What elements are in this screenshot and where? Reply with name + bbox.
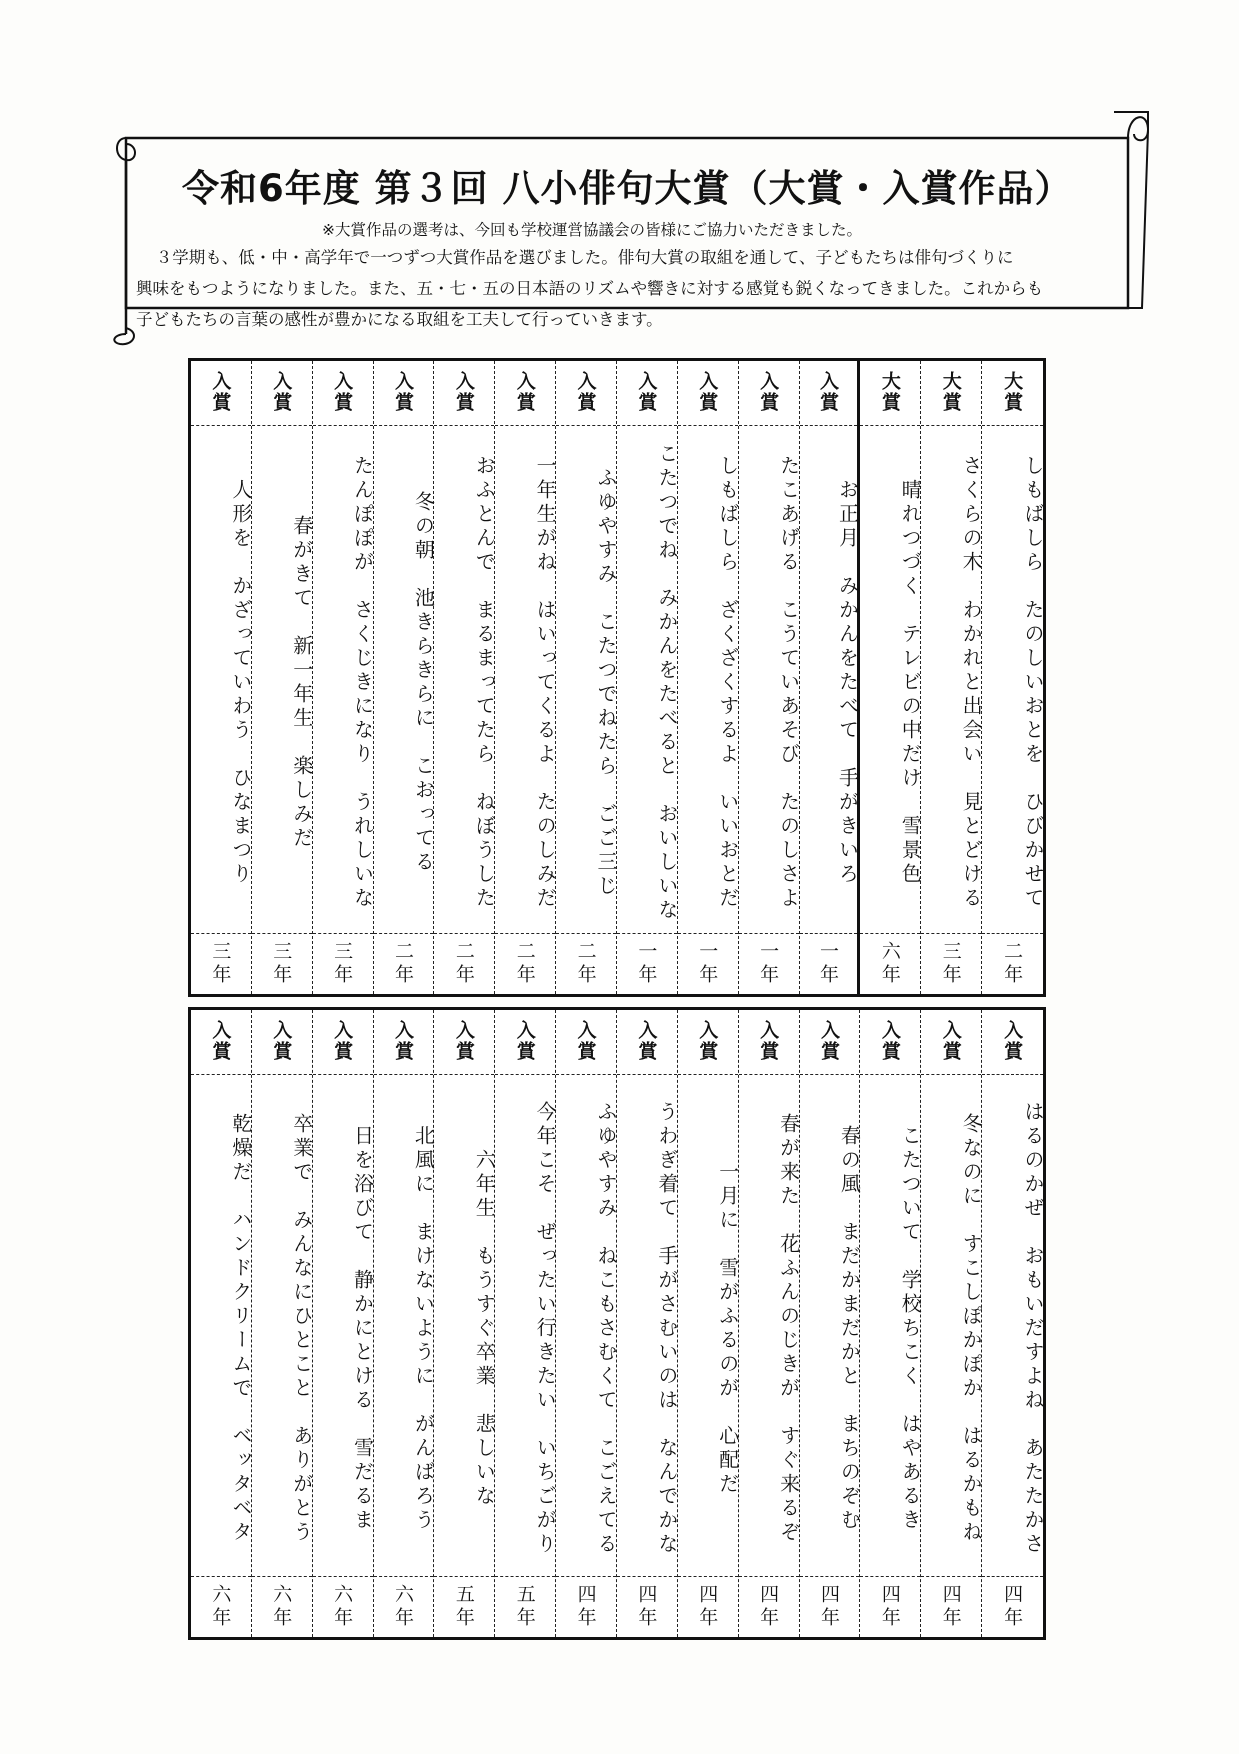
grade-label: 四年 <box>556 1576 616 1637</box>
haiku-entry <box>921 1010 982 1637</box>
haiku-entry <box>617 1010 678 1637</box>
haiku-entry <box>678 1010 739 1637</box>
haiku-text: ふゆやすみ ねこもさむくて こごえてる <box>556 1074 616 1576</box>
haiku-entry <box>252 361 313 994</box>
haiku-text: 冬なのに すこしぽかぽか はるかもね <box>921 1074 981 1576</box>
grade-label: 一年 <box>617 933 677 994</box>
page-title: 令和6年度 第３回 八小俳句大賞（大賞・入賞作品） <box>182 167 1073 210</box>
award-label: 大賞 <box>1001 371 1024 413</box>
haiku-entry <box>495 361 556 994</box>
haiku-text: しもばしら ざくざくするよ いいおとだ <box>678 425 738 933</box>
haiku-text: 日を浴びて 静かにとける 雪だるま <box>313 1074 373 1576</box>
haiku-text: さくらの木 わかれと出会い 見とどける <box>921 425 981 933</box>
grade-label: 四年 <box>739 1576 799 1637</box>
award-label: 大賞 <box>878 371 901 413</box>
haiku-text: お正月 みかんをたべて 手がきいろ <box>800 425 858 933</box>
haiku-text: 人形を かざっていわう ひなまつり <box>191 425 251 933</box>
haiku-entry <box>313 361 374 994</box>
grade-label: 三年 <box>921 933 981 994</box>
award-label: 入賞 <box>1001 1020 1024 1062</box>
grade-label: 六年 <box>191 1576 251 1637</box>
haiku-text: 春の風 まだかまだかと まちのぞむ <box>800 1074 860 1576</box>
grade-label: 二年 <box>434 933 494 994</box>
award-label: 入賞 <box>270 371 293 413</box>
award-label: 入賞 <box>757 371 780 413</box>
grade-label: 四年 <box>982 1576 1043 1637</box>
grade-label: 一年 <box>678 933 738 994</box>
grade-label: 五年 <box>495 1576 555 1637</box>
grade-label: 三年 <box>252 933 312 994</box>
haiku-table-lower <box>188 1007 1046 1640</box>
award-label: 入賞 <box>452 371 475 413</box>
haiku-text: ふゆやすみ こたつでねたら ごご三じ <box>556 425 616 933</box>
grade-label: 二年 <box>982 933 1043 994</box>
award-label: 入賞 <box>817 371 839 413</box>
haiku-entry <box>374 1010 435 1637</box>
haiku-text: 冬の朝 池きらきらに こおってる <box>374 425 434 933</box>
haiku-entry <box>495 1010 556 1637</box>
award-label: 大賞 <box>939 371 962 413</box>
award-label: 入賞 <box>391 371 414 413</box>
haiku-text: うわぎ着て 手がさむいのは なんでかな <box>617 1074 677 1576</box>
intro-text <box>136 242 1146 335</box>
haiku-text: 北風に まけないように がんばろう <box>374 1074 434 1576</box>
haiku-text: 今年こそ ぜったい行きたい いちごがり <box>495 1074 555 1576</box>
grade-label: 二年 <box>556 933 616 994</box>
haiku-text: 春がきて 新一年生 楽しみだ <box>252 425 312 933</box>
grade-label: 四年 <box>800 1576 860 1637</box>
haiku-entry <box>860 1010 921 1637</box>
haiku-text: 春が来た 花ふんのじきが すぐ来るぞ <box>739 1074 799 1576</box>
haiku-text: こたつでね みかんをたべると おいしいな <box>617 425 677 933</box>
haiku-text: こたついて 学校ちこく はやあるき <box>860 1074 920 1576</box>
grade-label: 一年 <box>800 933 858 994</box>
award-label: 入賞 <box>696 371 719 413</box>
award-label: 入賞 <box>574 1020 597 1062</box>
award-label: 入賞 <box>757 1020 780 1062</box>
haiku-entry <box>860 361 921 994</box>
grade-label: 三年 <box>313 933 373 994</box>
haiku-text: 晴れつづく テレビの中だけ 雪景色 <box>860 425 920 933</box>
haiku-entry <box>617 361 678 994</box>
haiku-entry <box>556 361 617 994</box>
intro-line: 興味をもつようになりました。また、五・七・五の日本語のリズムや響きに対する感覚も鋭くなってきました。これからも <box>136 279 1044 298</box>
haiku-entry <box>191 1010 252 1637</box>
award-label: 入賞 <box>939 1020 962 1062</box>
haiku-entry <box>921 361 982 994</box>
haiku-text: 六年生 もうすぐ卒業 悲しいな <box>434 1074 494 1576</box>
award-label: 入賞 <box>635 1020 658 1062</box>
haiku-text: 一年生がね はいってくるよ たのしみだ <box>495 425 555 933</box>
grade-label: 六年 <box>860 933 920 994</box>
grade-label: 六年 <box>313 1576 373 1637</box>
award-label: 入賞 <box>209 1020 232 1062</box>
intro-line: 子どもたちの言葉の感性が豊かになる取組を工夫して行っていきます。 <box>136 310 663 329</box>
haiku-entry <box>556 1010 617 1637</box>
haiku-entry <box>434 361 495 994</box>
haiku-text: 卒業で みんなにひとこと ありがとう <box>252 1074 312 1576</box>
grade-label: 二年 <box>495 933 555 994</box>
selection-note: ※大賞作品の選考は、今回も学校運営協議会の皆様にご協力いただきました。 <box>322 221 862 239</box>
haiku-text: 乾燥だ ハンドクリームで ベッタベタ <box>191 1074 251 1576</box>
haiku-text: たんぽぽが さくじきになり うれしいな <box>313 425 373 933</box>
haiku-entry <box>374 361 435 994</box>
award-label: 入賞 <box>878 1020 901 1062</box>
haiku-text: はるのかぜ おもいだすよね あたたかさ <box>982 1074 1043 1576</box>
haiku-entry <box>982 1010 1043 1637</box>
award-label: 入賞 <box>270 1020 293 1062</box>
grade-label: 六年 <box>252 1576 312 1637</box>
haiku-entry <box>800 361 861 994</box>
grade-label: 四年 <box>921 1576 981 1637</box>
grade-label: 四年 <box>678 1576 738 1637</box>
award-label: 入賞 <box>391 1020 414 1062</box>
award-label: 入賞 <box>452 1020 475 1062</box>
grade-label: 四年 <box>617 1576 677 1637</box>
grade-label: 一年 <box>739 933 799 994</box>
haiku-entry <box>434 1010 495 1637</box>
grade-label: 六年 <box>374 1576 434 1637</box>
award-label: 入賞 <box>513 371 536 413</box>
grade-label: 五年 <box>434 1576 494 1637</box>
award-label: 入賞 <box>574 371 597 413</box>
award-label: 入賞 <box>331 1020 354 1062</box>
grade-label: 二年 <box>374 933 434 994</box>
award-label: 入賞 <box>635 371 658 413</box>
award-label: 入賞 <box>817 1020 840 1062</box>
award-label: 入賞 <box>696 1020 719 1062</box>
grade-label: 三年 <box>191 933 251 994</box>
haiku-entry <box>800 1010 861 1637</box>
haiku-entry <box>678 361 739 994</box>
haiku-text: たこあげる こうていあそび たのしさよ <box>739 425 799 933</box>
haiku-entry <box>739 361 800 994</box>
haiku-entry <box>191 361 252 994</box>
haiku-table-upper <box>188 358 1046 997</box>
haiku-entry <box>982 361 1043 994</box>
haiku-entry <box>739 1010 800 1637</box>
haiku-text: おふとんで まるまってたら ねぼうした <box>434 425 494 933</box>
award-label: 入賞 <box>209 371 232 413</box>
haiku-text: しもばしら たのしいおとを ひびかせて <box>982 425 1043 933</box>
grade-label: 四年 <box>860 1576 920 1637</box>
intro-line: ３学期も、低・中・高学年で一つずつ大賞作品を選びました。俳句大賞の取組を通して、子どもたちは俳句づくりに <box>155 248 1014 267</box>
scroll-banner <box>112 108 1152 380</box>
award-label: 入賞 <box>331 371 354 413</box>
haiku-text: 一月に 雪がふるのが 心配だ <box>678 1074 738 1576</box>
haiku-entry <box>313 1010 374 1637</box>
award-label: 入賞 <box>513 1020 536 1062</box>
haiku-entry <box>252 1010 313 1637</box>
